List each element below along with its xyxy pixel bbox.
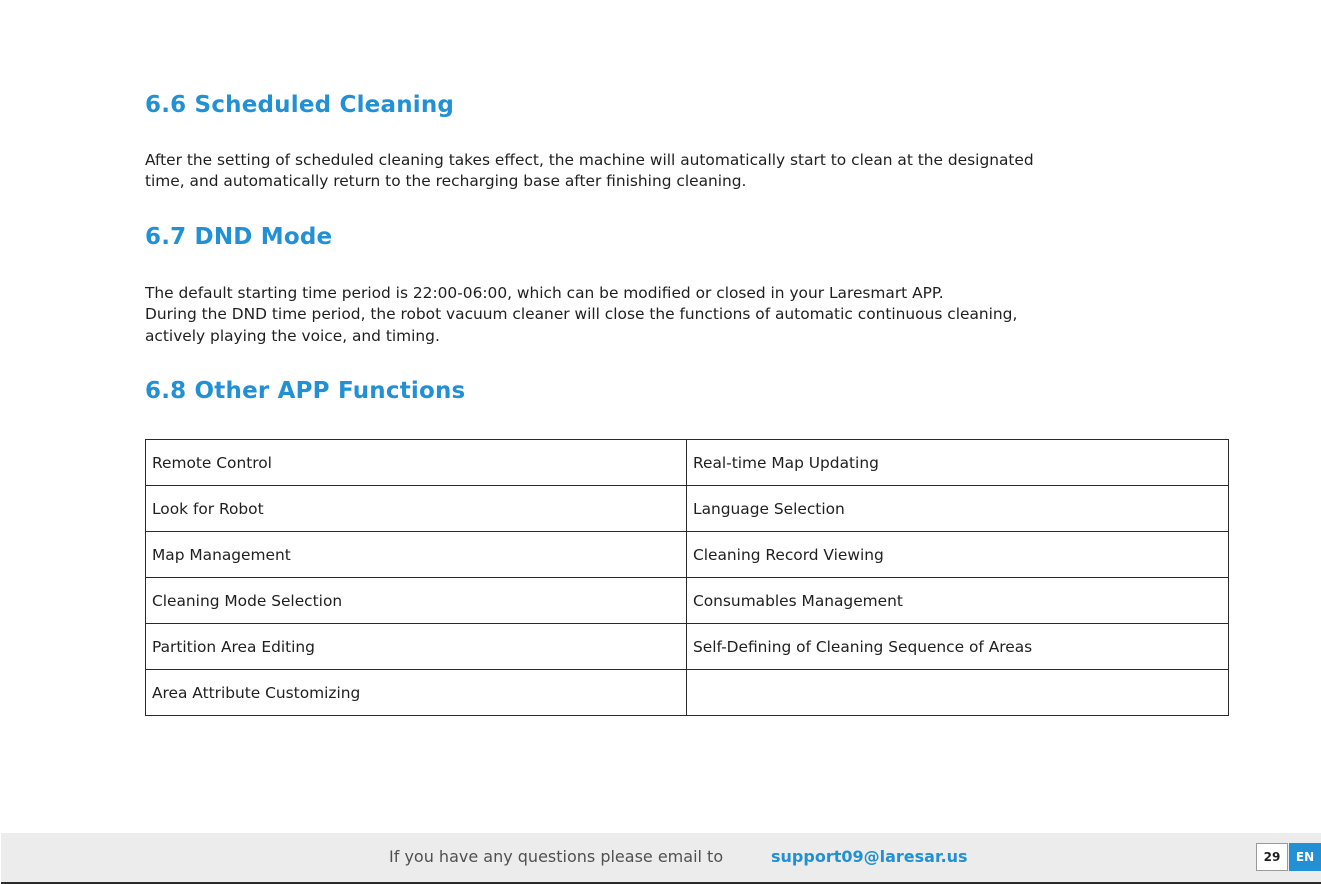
table-cell: Self-Defining of Cleaning Sequence of Areas [687,624,1229,670]
table-row [146,624,1229,670]
paragraph-line: After the setting of scheduled cleaning takes effect, the machine will automatically start to clean at the designated [145,151,1034,169]
paragraph-line: time, and automatically return to the recharging base after finishing cleaning. [145,172,747,191]
table-cell: Partition Area Editing [146,624,687,670]
paragraph-line: During the DND time period, the robot vacuum cleaner will close the functions of automatic continuous cleaning, [145,305,1018,324]
paragraph-line: actively playing the voice, and timing. [145,326,440,345]
dnd-mode-paragraph [145,283,1205,347]
section-heading-other-app-functions: 6.8 Other APP Functions [145,378,466,404]
table-row [146,670,1229,716]
paragraph-line: The default starting time period is 22:00-06:00, which can be modified or closed in your Laresmart APP. [145,284,944,302]
table-cell: Map Management [146,532,687,578]
support-email-link[interactable]: support09@laresar.us [771,847,968,866]
table-row [146,440,1229,486]
app-functions-table [145,439,1229,716]
table-row [146,532,1229,578]
table-cell: Real-time Map Updating [687,440,1229,486]
language-badge: EN [1289,843,1321,871]
footer-support-prompt: If you have any questions please email to [389,847,724,866]
scheduled-cleaning-paragraph [145,150,1205,193]
page-footer [1,833,1321,884]
table-cell: Cleaning Mode Selection [146,578,687,624]
table-cell: Look for Robot [146,486,687,532]
table-cell [687,670,1229,716]
table-cell: Consumables Management [687,578,1229,624]
table-cell: Language Selection [687,486,1229,532]
table-row [146,486,1229,532]
table-row [146,578,1229,624]
table-cell: Area Attribute Customizing [146,670,687,716]
page-number: 29 [1256,843,1288,871]
section-heading-dnd-mode: 6.7 DND Mode [145,224,333,250]
table-cell: Cleaning Record Viewing [687,532,1229,578]
table-cell: Remote Control [146,440,687,486]
section-heading-scheduled-cleaning: 6.6 Scheduled Cleaning [145,92,455,118]
